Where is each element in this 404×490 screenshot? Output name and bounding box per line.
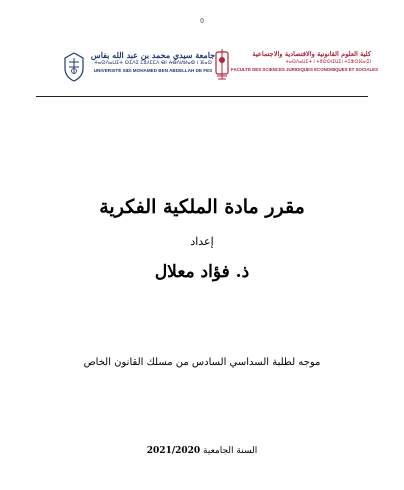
university-name-french: UNIVERSITÉ SIDI MOHAMED BEN ABDELLAH DE FES bbox=[93, 68, 213, 73]
academic-year bbox=[0, 446, 404, 456]
audience-note: موجه لطلبة السداسي السادس من مسلك القانون الخاص bbox=[83, 357, 321, 368]
university-name-tifinagh: ⵜⴰⵙⴷⴰⵡⵉⵜ ⵙⵉⴷⵉ ⵎⵓⵃⵎⵎⴷ ⴱⵏ ⵄⴱⴷⵍⵍⴰⵀ ⵏ ⴼⴰⵙ bbox=[94, 60, 212, 66]
prepared-by-label: إعداد bbox=[190, 235, 214, 248]
author-name: ذ. فؤاد معلال bbox=[154, 262, 250, 282]
university-name-block bbox=[89, 50, 217, 74]
faculty-name-french: FACULTÉ DES SCIENCES JURIDIQUES ECONOMIQUES ET SOCIALES bbox=[231, 67, 379, 72]
page-number: 0 bbox=[200, 18, 204, 25]
university-name-arabic: جامعة سيدي محمد بن عبد الله بفاس bbox=[90, 50, 216, 60]
academic-year-value: 2021/2020 bbox=[146, 446, 201, 456]
course-title: مقرر مادة الملكية الفكرية bbox=[99, 196, 305, 218]
header-divider bbox=[36, 96, 368, 97]
university-emblem-icon bbox=[63, 52, 85, 86]
faculty-name-arabic: كلية العلوم القانونية والاقتصادية والاجتماعية bbox=[252, 50, 371, 58]
academic-year-label: السنة الجامعية bbox=[203, 446, 258, 456]
faculty-name-block bbox=[231, 50, 379, 73]
document-header bbox=[33, 48, 379, 88]
faculty-emblem-icon bbox=[213, 48, 231, 86]
faculty-name-tifinagh: ⵜⴰⵙⴷⴰⵡⵉⵜ ⵏ ⵜⵓⵙⵙⵏⵉⵡⵉⵏ ⵜⵉⵣⵔⴼⴰⵏⵉⵏ bbox=[285, 60, 371, 65]
